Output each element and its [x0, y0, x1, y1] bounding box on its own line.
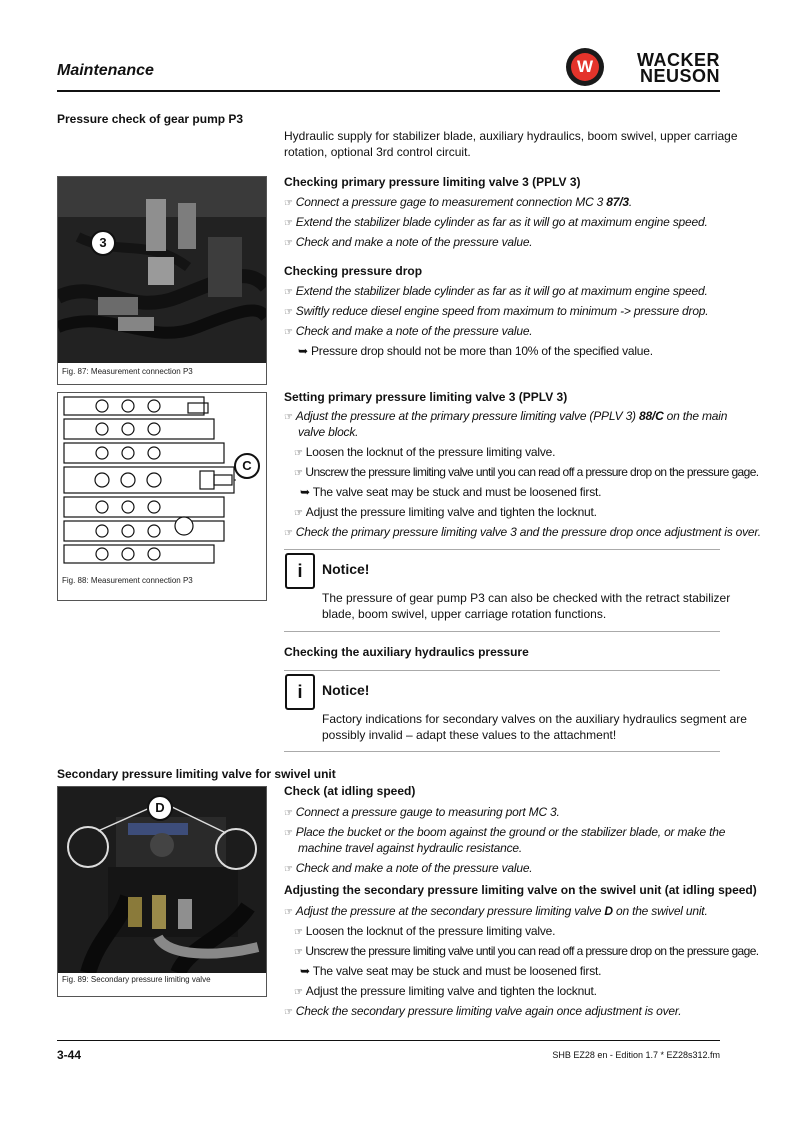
section-intro-line2: rotation, optional 3rd control circuit.	[284, 145, 471, 159]
pointing-hand-icon: ☞	[284, 307, 293, 318]
notice-divider-top	[284, 549, 720, 550]
step-place-bucket: ☞ Place the bucket or the boom against the ground or the stabilizer blade, or make the	[284, 825, 726, 839]
step-reduce-speed: ☞ Swiftly reduce diesel engine speed from maximum to minimum -> pressure drop.	[284, 304, 709, 318]
figure-87-caption: Fig. 87: Measurement connection P3	[62, 367, 193, 376]
notice-2-line2: possibly invalid – adapt these values to the attachment!	[322, 728, 617, 742]
footer-rule	[57, 1040, 720, 1041]
measurement-connection-photo	[58, 177, 266, 363]
section-title-swivel: Secondary pressure limiting valve for swivel unit	[57, 767, 336, 781]
step-adjust-secondary: ☞ Adjust the pressure at the secondary pressure limiting valve D on the swivel unit.	[284, 904, 708, 918]
header-rule	[57, 90, 720, 92]
section-intro-line1: Hydraulic supply for stabilizer blade, auxiliary hydraulics, boom swivel, upper carriage	[284, 129, 738, 143]
step-adjust-pplv3: ☞ Adjust the pressure at the primary pressure limiting valve (PPLV 3) 88/C on the main	[284, 409, 728, 423]
pointing-hand-icon: ☞	[294, 927, 303, 938]
brand-logo-icon	[566, 48, 604, 86]
pointing-hand-icon: ☞	[294, 448, 303, 459]
result-valve-stuck-2: ➥ The valve seat may be stuck and must be loosened first.	[300, 964, 602, 978]
substep-loosen-locknut-2: ☞ Loosen the locknut of the pressure limiting valve.	[294, 924, 556, 938]
pointing-hand-icon: ☞	[284, 327, 293, 338]
pointing-hand-icon: ☞	[294, 987, 303, 998]
notice-2-divider-top	[284, 670, 720, 671]
pointing-hand-icon: ☞	[294, 508, 303, 519]
subsection-title-pplv3: Checking primary pressure limiting valve 3 (PPLV 3)	[284, 175, 581, 189]
subsection-title-aux-hydraulics: Checking the auxiliary hydraulics pressure	[284, 645, 529, 659]
substep-adjust-tighten: ☞ Adjust the pressure limiting valve and tighten the locknut.	[294, 505, 597, 519]
result-arrow-icon: ➥	[298, 344, 308, 358]
step-adjust-pplv3-cont: valve block.	[298, 425, 359, 439]
pointing-hand-icon: ☞	[284, 864, 293, 875]
brand-line1: WACKER	[637, 50, 720, 70]
subsection-title-pressure-drop: Checking pressure drop	[284, 264, 423, 278]
document-id: SHB EZ28 en - Edition 1.7 * EZ28s312.fm	[552, 1050, 720, 1060]
pointing-hand-icon: ☞	[284, 412, 293, 423]
subsection-title-adjust-secondary: Adjusting the secondary pressure limiting valve on the swivel unit (at idling speed)	[284, 883, 757, 897]
substep-unscrew-valve-2: ☞ Unscrew the pressure limiting valve until you can read off a pressure drop on the pressure gage.	[294, 944, 759, 958]
page-number: 3-44	[57, 1048, 82, 1062]
step-place-bucket-cont: machine travel against hydraulic resistance.	[298, 841, 522, 855]
callout-3: 3	[90, 230, 116, 256]
substep-unscrew-valve: ☞ Unscrew the pressure limiting valve until you can read off a pressure drop on the pressure gage.	[294, 465, 759, 479]
pointing-hand-icon: ☞	[284, 1007, 293, 1018]
figure-88	[57, 392, 267, 601]
notice-1-title: Notice!	[322, 561, 370, 577]
notice-1-line1: The pressure of gear pump P3 can also be checked with the retract stabilizer	[322, 591, 731, 605]
brand-line2: NEUSON	[639, 66, 720, 86]
pointing-hand-icon: ☞	[284, 907, 293, 918]
section-title-gear-pump: Pressure check of gear pump P3	[57, 112, 244, 126]
notice-2-title: Notice!	[322, 682, 370, 698]
figure-89-caption: Fig. 89: Secondary pressure limiting valve	[62, 975, 211, 984]
pointing-hand-icon: ☞	[284, 808, 293, 819]
pointing-hand-icon: ☞	[284, 238, 293, 249]
pointing-hand-icon: ☞	[284, 828, 293, 839]
step-check-pplv3: ☞ Check the primary pressure limiting valve 3 and the pressure drop once adjustment is over.	[284, 525, 761, 539]
info-icon: i	[285, 674, 315, 710]
notice-2-divider-bottom	[284, 751, 720, 752]
step-check-secondary: ☞ Check the secondary pressure limiting valve again once adjustment is over.	[284, 1004, 682, 1018]
pointing-hand-icon: ☞	[294, 468, 303, 479]
step-note-pressure-2: ☞ Check and make a note of the pressure value.	[284, 324, 533, 338]
result-arrow-icon: ➥	[300, 485, 310, 499]
step-connect-gauge-mc3: ☞ Connect a pressure gauge to measuring port MC 3.	[284, 805, 560, 819]
callout-c: C	[234, 453, 260, 479]
step-extend-cylinder: ☞ Extend the stabilizer blade cylinder as far as it will go at maximum engine speed.	[284, 215, 708, 229]
substep-adjust-tighten-2: ☞ Adjust the pressure limiting valve and tighten the locknut.	[294, 984, 597, 998]
subsection-title-setting-pplv3: Setting primary pressure limiting valve 3 (PPLV 3)	[284, 390, 568, 404]
notice-1-line2: blade, boom swivel, upper carriage rotation functions.	[322, 607, 607, 621]
notice-2-line1: Factory indications for secondary valves on the auxiliary hydraulics segment are	[322, 712, 747, 726]
pointing-hand-icon: ☞	[284, 287, 293, 298]
pointing-hand-icon: ☞	[284, 218, 293, 229]
result-pressure-drop: ➥ Pressure drop should not be more than 10% of the specified value.	[298, 344, 653, 358]
step-note-pressure: ☞ Check and make a note of the pressure value.	[284, 235, 533, 249]
result-valve-stuck: ➥ The valve seat may be stuck and must be loosened first.	[300, 485, 602, 499]
brand-name	[612, 52, 720, 84]
pointing-hand-icon: ☞	[294, 947, 303, 958]
figure-88-caption: Fig. 88: Measurement connection P3	[62, 576, 193, 585]
figure-89	[57, 786, 267, 997]
step-extend-cylinder-2: ☞ Extend the stabilizer blade cylinder as far as it will go at maximum engine speed.	[284, 284, 708, 298]
notice-divider-bottom	[284, 631, 720, 632]
figure-87	[57, 176, 267, 385]
valve-block-drawing	[58, 393, 266, 571]
info-icon: i	[285, 553, 315, 589]
callout-d: D	[147, 795, 173, 821]
pointing-hand-icon: ☞	[284, 528, 293, 539]
substep-loosen-locknut: ☞ Loosen the locknut of the pressure limiting valve.	[294, 445, 556, 459]
pointing-hand-icon: ☞	[284, 198, 293, 209]
brand-logo-mark: W	[571, 53, 599, 81]
result-arrow-icon: ➥	[300, 964, 310, 978]
step-note-pressure-3: ☞ Check and make a note of the pressure value.	[284, 861, 533, 875]
subsection-title-check-idling: Check (at idling speed)	[284, 784, 416, 798]
page-header-title: Maintenance	[57, 62, 154, 79]
step-connect-gage: ☞ Connect a pressure gage to measurement connection MC 3 87/3.	[284, 195, 632, 209]
